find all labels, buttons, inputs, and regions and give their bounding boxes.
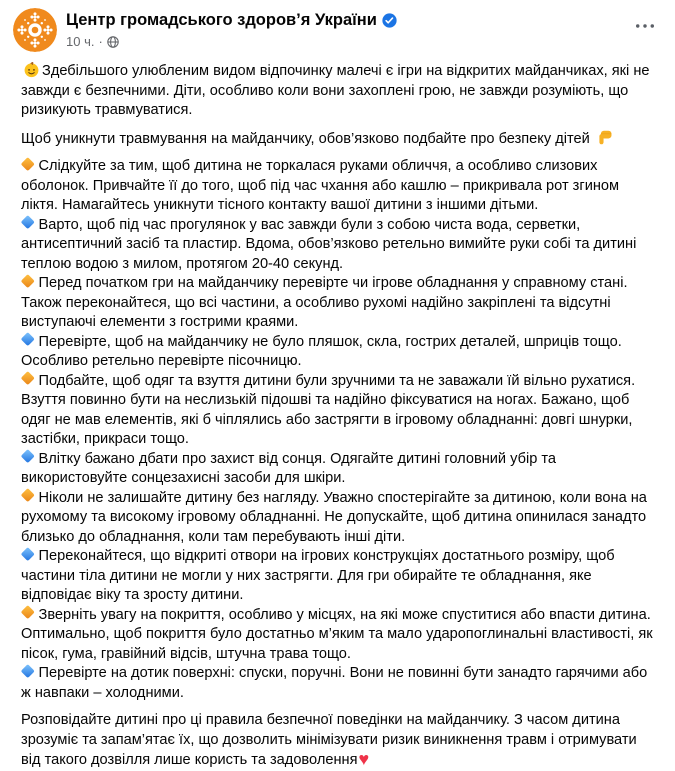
pointing-down-emoji-icon	[596, 129, 613, 146]
list-item	[21, 450, 656, 489]
baby-face-emoji-icon	[23, 61, 40, 78]
post-header	[0, 0, 675, 58]
blue-diamond-icon	[21, 547, 34, 560]
red-heart-emoji-icon: ♥	[358, 749, 370, 769]
list-item-text: Слідкуйте за тим, щоб дитина не торкалася руками обличчя, а особливо слизових оболонок. Привчайте її до того, щоб під час чхання або кашлю – прикривала рот згином ліктя. Намагайтесь уникнути тісного контакту вашої дитини з іншими дітьми.	[21, 158, 620, 213]
blue-diamond-icon	[21, 215, 34, 228]
list-item	[21, 157, 656, 216]
outro-text: Розповідайте дитині про ці правила безпечної поведінки на майданчику. З часом дитина зрозуміє та запам’ятає їх, що дозволить мінімізувати ризик виникнення травм і отримувати від такого дозвілля лише користь та задоволення	[21, 712, 637, 768]
list-item	[21, 489, 656, 548]
verified-badge-icon	[382, 13, 397, 28]
list-item-text: Зверніть увагу на покриття, особливо у місцях, на які може спуститися або впасти дитина. Оптимально, щоб покриття було достатньо м’яким та мало ударопоглинальні властивості, як пісок, гума, гравійний відсів, штучна трава тощо.	[21, 606, 653, 662]
blue-diamond-icon	[21, 332, 34, 345]
timestamp-link[interactable]: 10 ч.	[66, 34, 95, 49]
intro-text-2: Щоб уникнути травмування на майданчику, обов’язково подбайте про безпеку дітей	[21, 130, 590, 147]
post-menu-button[interactable]	[629, 12, 661, 40]
orange-diamond-icon	[21, 274, 34, 287]
orange-diamond-icon	[21, 371, 34, 384]
list-item-text: Перед початком гри на майданчику перевірте чи ігрове обладнання у справному стані. Також переконайтеся, що всі частини, а особливо рухомі надійно закріплені та відсутні виступаючі елементи з гострими краями.	[21, 275, 628, 330]
list-item	[21, 664, 656, 703]
blue-diamond-icon	[21, 449, 34, 462]
blue-diamond-icon	[21, 664, 34, 677]
page-name-link[interactable]: Центр громадського здоров’я України	[66, 11, 377, 29]
outro-paragraph	[21, 711, 656, 771]
list-item	[21, 333, 656, 372]
list-item	[21, 606, 656, 665]
header-text-block	[66, 8, 397, 49]
list-item-text: Перевірте, щоб на майданчику не було пляшок, скла, гострих деталей, шприців тощо. Особливо ретельно перевірте пісочницю.	[21, 333, 622, 369]
intro-paragraph-2	[21, 129, 656, 150]
meta-separator: ·	[98, 34, 103, 49]
intro-paragraph-1	[21, 61, 656, 121]
list-item-text: Перевірте на дотик поверхні: спуски, поручні. Вони не повинні бути занадто гарячими або ж навпаки – холодними.	[21, 665, 648, 701]
list-item	[21, 547, 656, 606]
list-item-text: Переконайтеся, що відкриті отвори на ігрових конструкціях достатнього розміру, щоб частини тіла дитини не могли у них застрягти. Для гри обирайте те обладнання, яке відповідає віку та зросту дитини.	[21, 548, 615, 603]
orange-diamond-icon	[21, 488, 34, 501]
post-body	[0, 58, 675, 771]
list-item	[21, 372, 656, 450]
post-meta	[66, 34, 397, 49]
ellipsis-icon	[635, 22, 655, 30]
list-item-text: Подбайте, щоб одяг та взуття дитини були зручними та не заважали їй вільно рухатися. Взуття повинно бути на неслизькій підошві та надійно фіксуватися на ногах. Бажано, щоб одяг не мав елементів, які б чіплялись або застрягти в ігровому обладнанні: довгі шнурки, застібки, прикраси тощо.	[21, 372, 636, 447]
orange-diamond-icon	[21, 157, 34, 170]
page-avatar-logo[interactable]	[13, 8, 57, 52]
list-item-text: Варто, щоб під час прогулянок у вас завжди були з собою чиста вода, серветки, антисептичний засіб та пластир. Вдома, обов’язково ретельно вимийте руки собі та дитині теплою водою з милом, протягом 20-40 секунд.	[21, 216, 637, 272]
list-item	[21, 274, 656, 333]
intro-text-1: Здебільшого улюбленим видом відпочинку малечі є ігри на відкритих майданчиках, які не завжди є безпечними. Діти, особливо коли вони захоплені грою, не завжди розуміють, що ризикують травмуватися.	[21, 63, 650, 118]
safety-rules-list	[21, 157, 656, 703]
privacy-globe-icon	[107, 36, 119, 48]
list-item-text: Влітку бажано дбати про захист від сонця. Одягайте дитині головний убір та використовуйте сонцезахисні засоби для шкіри.	[21, 450, 557, 486]
list-item	[21, 216, 656, 275]
list-item-text: Ніколи не залишайте дитину без нагляду. Уважно спостерігайте за дитиною, коли вона на рухомому та високому ігровому обладнанні. Не допускайте, щоб дитина опинилася занадто близько до обладнання, коли там перебувають інші діти.	[21, 489, 647, 545]
orange-diamond-icon	[21, 605, 34, 618]
